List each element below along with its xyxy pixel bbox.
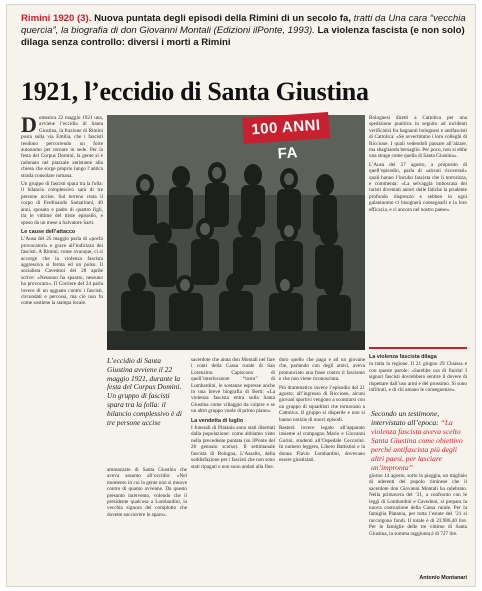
column-d — [369, 473, 467, 571]
photo-caption: L’eccidio di Santa Giustina avviene il 22 maggio 1921, durante la festa del Corpus Domini. Un gruppo di fascisti spara tra la folla: il bilancio complessivo è di tre persone uccise — [107, 356, 182, 427]
historic-group-photo — [107, 115, 365, 350]
side-box-text: in tutta la regione. Il 21 giugno 29 Chiassa e con queste parole: «Sarebbe ora di finirla! I signori fascisti dovrebbero sentire il dovere di rispettare dall’uso armi e del prossimo. Si sono infiltrati, e di chi amano le conseguenze». — [369, 361, 467, 394]
column-a-text: ammazzato di Santa Giustina che aveva assunto all’occidio: «Nel momento in cui la gente non si muove contro di quanto avvenne. Da questo presunto intervento, volendo che il presidente qualcosa a Lombardini, la vecchia signora del complotto che dovette soccorrere lo sparo». — [107, 467, 187, 518]
kicker-text-3: la biografia di don Giovanni Montali (Edizioni ilPonte, 1993). — [61, 25, 315, 36]
column-c-paragraph-3: Resterà invece legato all’apparato insieme al compagno Mario e Giovanni Gorini, studenti all’Ospedale Ceccarini. In numero leggero, Libero Battistini e la donna Flavio Lombardini, dovevano essere giustiziati. — [279, 425, 365, 464]
kicker-text-4: La violenza fascista (e non solo) dilaga senza controllo: diversi i morti a Rimini — [21, 25, 465, 48]
left-paragraph-1: Domenica 22 maggio 1921 una, avviene l’eccidio di Santa Giustina, la frazione di Rimini posta sulla via Emilia, che i fascisti rendono percorrendo un forte autonomo per tornare in sede. Per la festa del Corpus Domini, la gente si è radunata nel piazzale antistante alla chiesa che sorge proprio lungo l’antica strada consolare romana. — [21, 115, 103, 179]
author-signature: Antonio Montanari — [419, 575, 467, 581]
left-paragraph-3: L’Ausa del 25 maggio parla di «pochi provocatori» e grave all’indirizzo dei fascisti. A Rimini, come ovunque, ci si accorge che la violenza fascista aggressiva si ferma ed un polso. Il socialista Cavedoni del 28 aprile scrive: «Nessuno ha sparato, nessuno ha provocato». Il Corriere del 24 parla invece di un agguato contro i fascisti, circondati e percossi, ma ciò non fu come sostiene la stampa locale. — [21, 236, 103, 307]
column-b-paragraph-2: I funerali di Platania sono stati disertati dalla popolazione: come abbiamo visto nella precedente puntata (su ilPonte del 26 gennaio scorso). Il settimanale fascista di Bologna, L’Assalto, della soddisfazione per i fascisti che non sono stati ripagati e non sono andati alla fine. — [191, 425, 275, 470]
column-a — [107, 467, 187, 580]
column-b-subheading: La vendetta di luglio — [191, 417, 244, 424]
newspaper-page — [6, 4, 476, 587]
column-c — [279, 357, 365, 580]
side-box — [369, 347, 467, 405]
left-paragraph-2: Un gruppo di fascisti spara tra la folla: il bilancio complessivo sarà di tre persone uccise. Sul terreno resta il corpo di Ferdinando Samaritani, 40 anni, sposato e padre di quattro figli, tra le vittime del triste episodio, e sposo da un mese a Salvatore Sarti. — [21, 181, 103, 226]
column-b-paragraph-1: sacerdote che aiuta don Montali nel fare i conti della Cassa rurale di San Lorenzino. Capiscono di quell’interlocutore “tosto” di Lombardini, le sostanze espresse anche in una breve biografia di Berti: «La violenza fascista entra sulla Santa Giustina come villaggio da colpire e se un altro gruppo vuole di primo piano». — [191, 357, 275, 415]
left-subheading: Le cause dell’attacco — [21, 228, 76, 235]
pull-quote — [371, 409, 467, 472]
left-column — [21, 115, 103, 580]
pull-quote-lead: Secondo un testimone, intervistato all’epoca: — [371, 409, 440, 427]
drop-cap: D — [21, 115, 37, 137]
pull-quote-text: “La violenza fascista aveva scelto Santa Giustina come obiettivo perché antifascista più degli altri paesi, per lasciare un’impronta” — [371, 418, 463, 472]
kicker-book-title: Una cara “vecchia quercia”, — [21, 13, 466, 36]
article-title: 1921, l’eccidio di Santa Giustina — [21, 77, 369, 106]
side-box-heading: La violenza fascista dilaga — [369, 354, 437, 360]
kicker-text-1: Nuova puntata degli episodi della Rimini di un secolo fa, — [94, 13, 351, 24]
kicker-series: Rimini 1920 (3). — [21, 13, 92, 24]
kicker — [21, 13, 467, 49]
kicker-text-2: tratti da — [353, 13, 386, 24]
column-c-paragraph-1: duro quello che paga e ad un giovane che, parlando con degli amici, aveva pronunciato una frase contro il fascismo e che non viene riconosciuta. — [279, 357, 365, 383]
column-d-text: giorno 14 agosto, sotto la pioggia, un migliaio di aderenti del popolo riminese che il sacerdote don Giovanni Montali ha celebrato. Nella primavera del ’21, a confronto con le leggi di Lombardini e Cavedoni, si prepara la nuova costruzione della Cassa rurale. Per la famiglia Platania, per tutta l’estate del ’21 si raccolgono fondi. Il totale è di 23.986,40 lire. Per le famiglie delle tre vittime di Santa Giustina, la somma raggiunta è di 727 lire. — [369, 473, 467, 537]
anniversary-badge: 100 ANNI FA — [242, 112, 330, 144]
column-b — [191, 357, 275, 580]
right-column — [369, 115, 467, 345]
right-paragraph-1: Bolognesi diretti a Cattolica per una spedizione punitiva in seguito ad incidenti verificatisi fra bagnanti bolognesi e antifascisti di Cattolica: «Se avvertimmo i loro colleghi di Riccione. I quali vedendoli passare all’alzare, ma sbagliando bersaglio. Per poco, non si ebbe una strage come quella di Santa Giustina». — [369, 115, 467, 160]
photo-figures — [107, 115, 365, 350]
column-c-paragraph-2: Più drammatico invece l’episodio del 21 agosto: all’ingresso di Riccione, alcuni giovani sportivi vengono a scontrarsi con un gruppo di squadristi che tornavano a Cattolica. Il gruppo si disperde e non si hanno notizie di nuovi episodi. — [279, 384, 365, 423]
right-paragraph-2: L’Ausa del 27 agosto, a proposito di quell’episodio, parla di «alcuni ricoverati» quali hanno l’incubo fascista che li terrorizza, e commenta: «La selvaggia imboscata dei turisti diventati autori delle fatiche la prudente profondo disprezzo e sebben in ogni galantuomo ci bisognerà consegnarli e la loro efficacia, e ci ancora nel nostro paese». — [369, 161, 467, 213]
